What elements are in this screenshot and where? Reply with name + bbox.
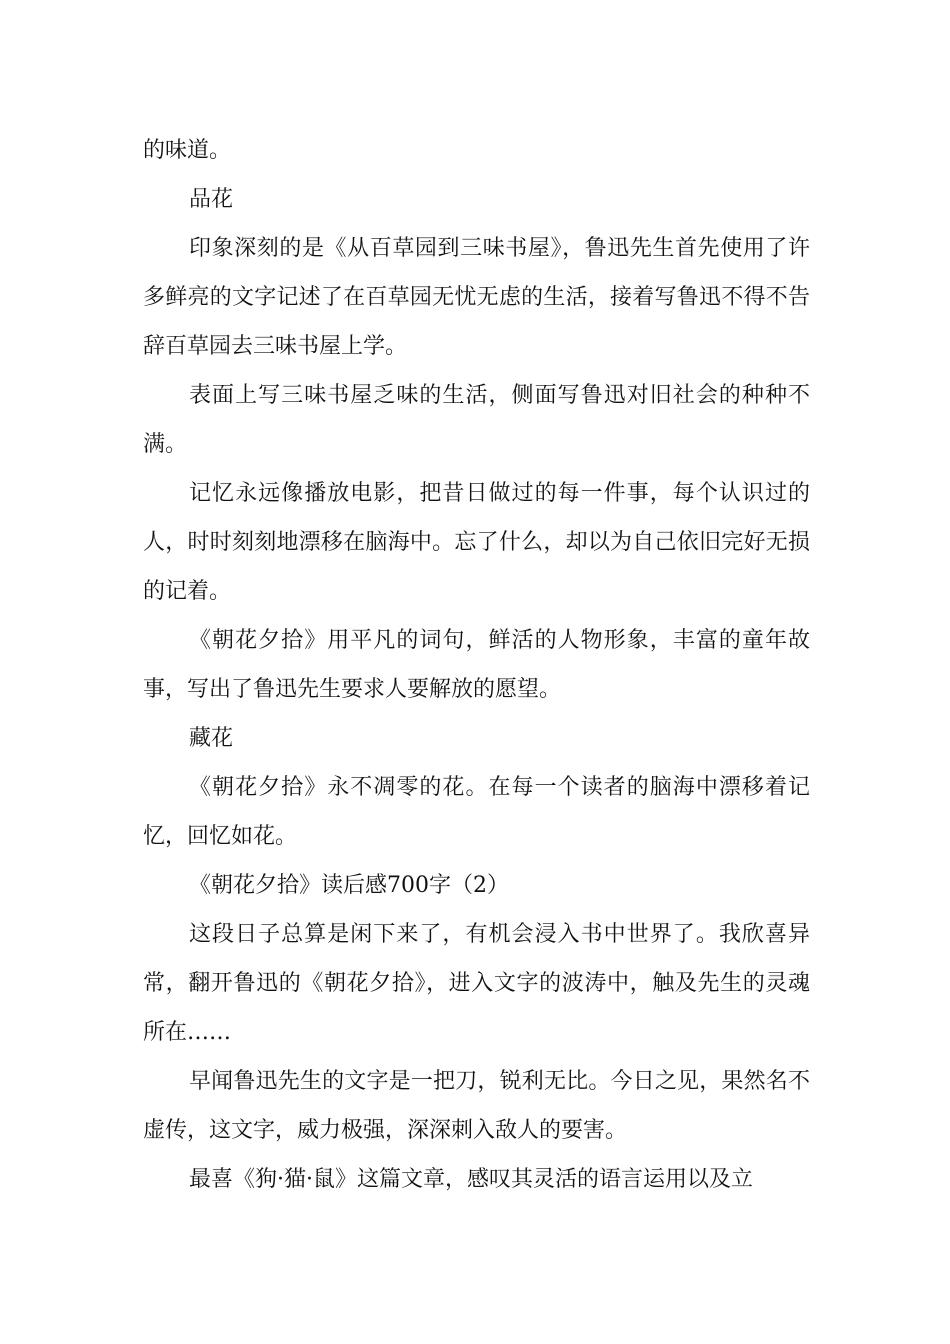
- paragraph: 印象深刻的是《从百草园到三味书屋》，鲁迅先生首先使用了许多鲜亮的文字记述了在百草园无忧无虑的生活，接着写鲁迅不得不告辞百草园去三味书屋上学。: [143, 236, 810, 359]
- article-title: 《朝花夕拾》读后感700字（2）: [189, 873, 509, 898]
- paragraph: 这段日子总算是闲下来了，有机会浸入书中世界了。我欣喜异常，翻开鲁迅的《朝花夕拾》，进入文字的波涛中，触及先生的灵魂所在……: [143, 922, 810, 1045]
- paragraph: 最喜《狗·猫·鼠》这篇文章，感叹其灵活的语言运用以及立: [189, 1167, 753, 1192]
- paragraph: 《朝花夕拾》用平凡的词句，鲜活的人物形象，丰富的童年故事，写出了鲁迅先生要求人要解放的愿望。: [143, 628, 810, 702]
- paragraph: 《朝花夕拾》永不凋零的花。在每一个读者的脑海中漂移着记忆，回忆如花。: [143, 775, 810, 849]
- section-heading: 藏花: [189, 726, 234, 751]
- body-text: [143, 126, 810, 1204]
- section-heading: 品花: [189, 187, 234, 212]
- paragraph: 表面上写三味书屋乏味的生活，侧面写鲁迅对旧社会的种种不满。: [143, 383, 810, 457]
- paragraph: 的味道。: [143, 138, 232, 163]
- paragraph: 早闻鲁迅先生的文字是一把刀，锐利无比。今日之见，果然名不虚传，这文字，威力极强，深深刺入敌人的要害。: [143, 1069, 810, 1143]
- paragraph: 记忆永远像播放电影，把昔日做过的每一件事，每个认识过的人，时时刻刻地漂移在脑海中。忘了什么，却以为自己依旧完好无损的记着。: [143, 481, 810, 604]
